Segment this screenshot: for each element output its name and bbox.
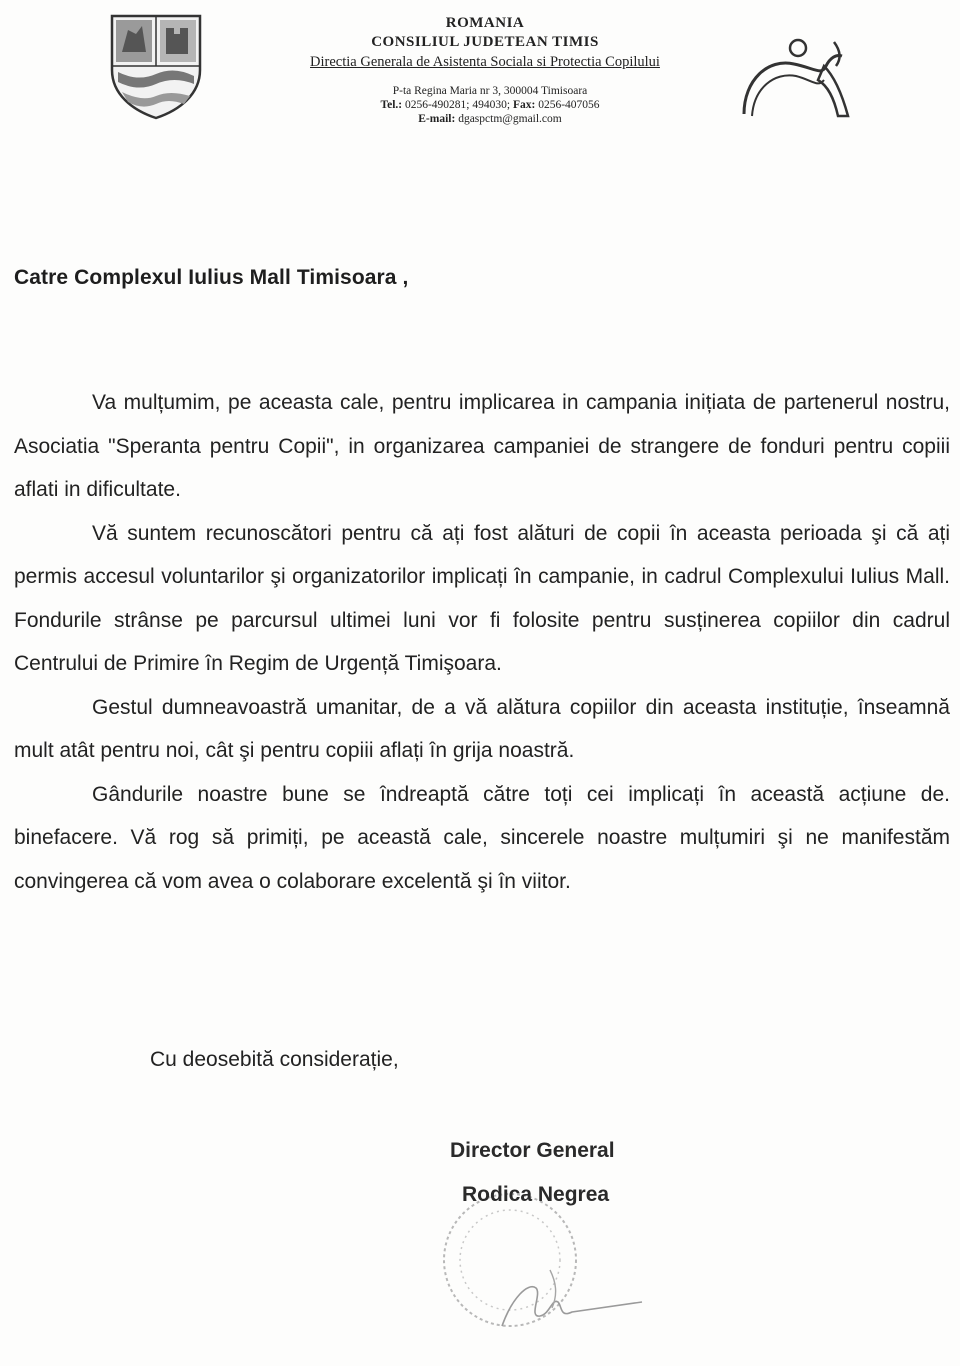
email-value: dgaspctm@gmail.com	[458, 113, 562, 125]
letterhead-country: ROMANIA	[445, 15, 525, 31]
paragraph-1: Va mulțumim, pe aceasta cale, pentru implicarea in campania inițiata de partenerul nostru, Asociatia "Speranta pentru Copii", in organizarea campaniei de strangere de fonduri pentru copiii aflati in dificultate.	[14, 391, 950, 501]
fax-label: Fax:	[512, 99, 536, 111]
letterhead-council: CONSILIUL JUDETEAN TIMIS	[371, 34, 599, 50]
letterhead-address: P-ta Regina Maria nr 3, 300004 Timisoara	[392, 85, 588, 97]
letterhead-direction: Directia Generala de Asistenta Sociala si Protectia Copilului	[310, 54, 660, 70]
paragraph-2: Vă suntem recunoscători pentru că ați fost alături de copii în aceasta perioada şi că ați permis accesul voluntarilor şi organizatorilor implicați în campanie, in cadrul Complexului Iulius Mall. Fondurile strânse pe parcursul ultimei luni vor fi folosite pentru susținerea copiilor din cadrul Centrului de Primire în Regim de Urgență Timişoara.	[14, 521, 950, 675]
phone-value: 0256-490281; 494030;	[404, 99, 511, 111]
phone-label: Tel.:	[380, 99, 403, 111]
paragraph-3: Gestul dumneavoastră umanitar, de a vă alătura copiilor din aceasta instituție, înseamnă mult atât pentru noi, cât şi pentru copiii aflați în grija noastră.	[14, 695, 950, 762]
letter-addressee: Catre Complexul Iulius Mall Timisoara ,	[14, 266, 409, 289]
signature-name: Rodica Negrea	[462, 1183, 610, 1206]
signature-title: Director General	[450, 1139, 615, 1162]
letterhead-phone-line	[300, 98, 680, 112]
fax-value: 0256-407056	[538, 99, 600, 111]
paragraph-4: Gândurile noastre bune se îndreaptă către toți cei implicați în această acțiune de. binefacere. Vă rog să primiți, pe această cale, sincerele noastre mulțumiri şi ne manifestăm convingerea că vom avea o colaborare excelentă şi în viitor.	[14, 782, 950, 893]
email-label: E-mail:	[418, 113, 456, 125]
letterhead	[230, 14, 740, 126]
letter-body	[14, 381, 950, 903]
letter-closing: Cu deosebită considerație,	[150, 1048, 399, 1071]
organization-logo-icon	[738, 36, 856, 120]
letterhead-email-line	[300, 112, 680, 126]
coat-of-arms-icon	[108, 12, 204, 120]
